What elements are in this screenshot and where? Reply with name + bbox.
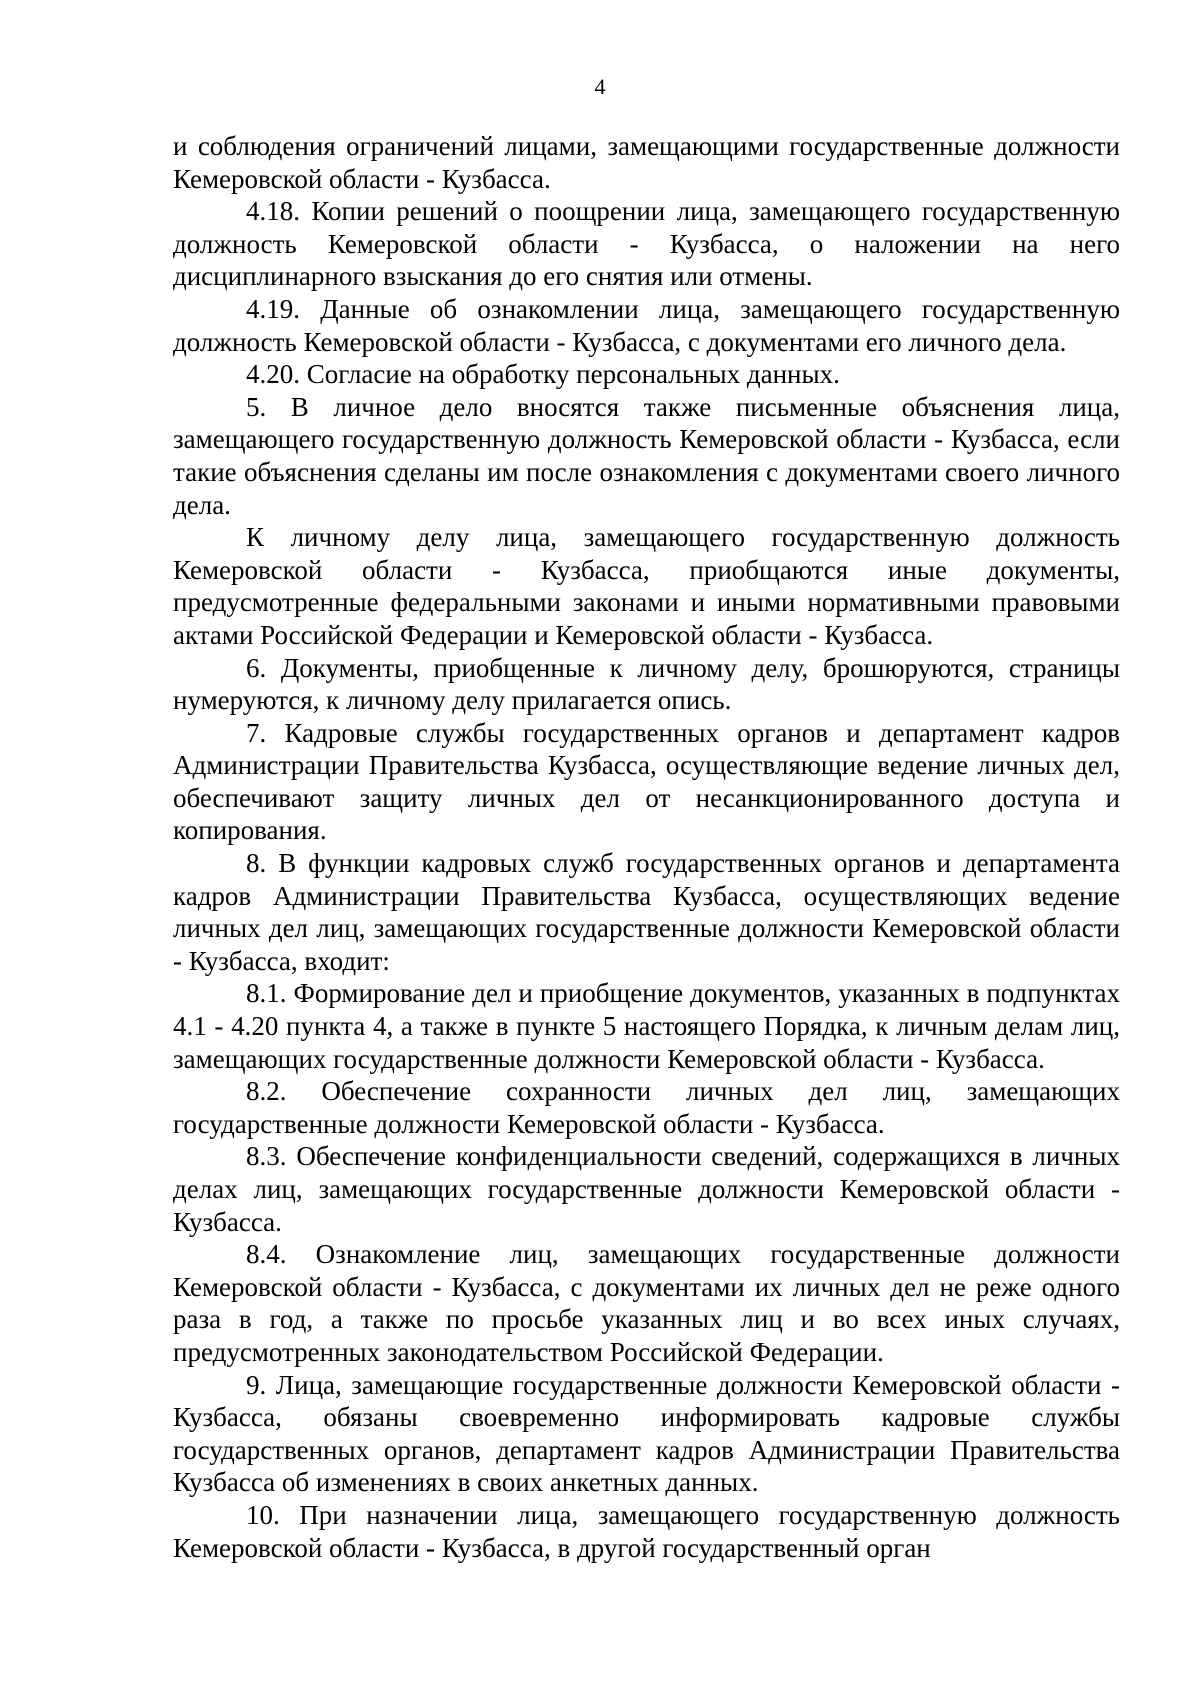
paragraph-9: 9. Лица, замещающие государственные должности Кемеровской области - Кузбасса, обязаны своевременно информировать кадровые службы государственных органов, департамент кадров Администрации Правительства Кузбасса об изменениях в своих анкетных данных. (173, 1369, 1120, 1498)
document-body (173, 130, 1120, 1564)
paragraph-8: 8. В функции кадровых служб государственных органов и департамента кадров Администрации Правительства Кузбасса, осуществляющих ведение личных дел лиц, замещающих государственные должности Кемеровской области - Кузбасса, входит: (173, 848, 1120, 976)
paragraph-4-20: 4.20. Согласие на обработку персональных данных. (246, 359, 840, 390)
paragraph-continuation: и соблюдения ограничений лицами, замещающими государственные должности Кемеровской области - Кузбасса. (173, 131, 1120, 194)
paragraph-8-4: 8.4. Ознакомление лиц, замещающих государственные должности Кемеровской области - Кузбасса, с документами их личных дел не реже одного раза в год, а также по просьбе указанных лиц и во всех иных случаях, предусмотренных законодательством Российской Федерации. (173, 1239, 1120, 1367)
paragraph-6: 6. Документы, приобщенные к личному делу, брошюруются, страницы нумеруются, к личному делу прилагается опись. (173, 652, 1120, 716)
paragraph-7: 7. Кадровые службы государственных органов и департамент кадров Администрации Правительства Кузбасса, осуществляющие ведение личных дел, обеспечивают защиту личных дел от несанкционированного доступа и копирования. (173, 717, 1120, 846)
paragraph-5-additional: К личному делу лица, замещающего государственную должность Кемеровской области - Кузбасса, приобщаются иные документы, предусмотренные федеральными законами и иными нормативными правовыми актами Российской Федерации и Кемеровской области - Кузбасса. (173, 522, 1120, 650)
paragraph-10: 10. При назначении лица, замещающего государственную должность Кемеровской области - Кузбасса, в другой государственный орган (173, 1499, 1120, 1563)
page-number: 4 (594, 74, 606, 99)
paragraph-8-2: 8.2. Обеспечение сохранности личных дел лиц, замещающих государственные должности Кемеровской области - Кузбасса. (173, 1076, 1120, 1139)
paragraph-8-3: 8.3. Обеспечение конфиденциальности сведений, содержащихся в личных делах лиц, замещающих государственные должности Кемеровской области - Кузбасса. (173, 1141, 1120, 1237)
paragraph-5: 5. В личное дело вносятся также письменные объяснения лица, замещающего государственную должность Кемеровской области - Кузбасса, если такие объяснения сделаны им после ознакомления с документами своего личного дела. (173, 391, 1120, 520)
paragraph-4-19: 4.19. Данные об ознакомлении лица, замещающего государственную должность Кемеровской области - Кузбасса, с документами его личного дела. (173, 293, 1120, 357)
paragraph-8-1: 8.1. Формирование дел и приобщение документов, указанных в подпунктах 4.1 - 4.20 пункта 4, а также в пункте 5 настоящего Порядка, к личным делам лиц, замещающих государственные должности Кемеровской области - Кузбасса. (173, 978, 1120, 1074)
paragraph-4-18: 4.18. Копии решений о поощрении лица, замещающего государственную должность Кемеровской области - Кузбасса, о наложении на него дисциплинарного взыскания до его снятия или отмены. (173, 196, 1120, 292)
